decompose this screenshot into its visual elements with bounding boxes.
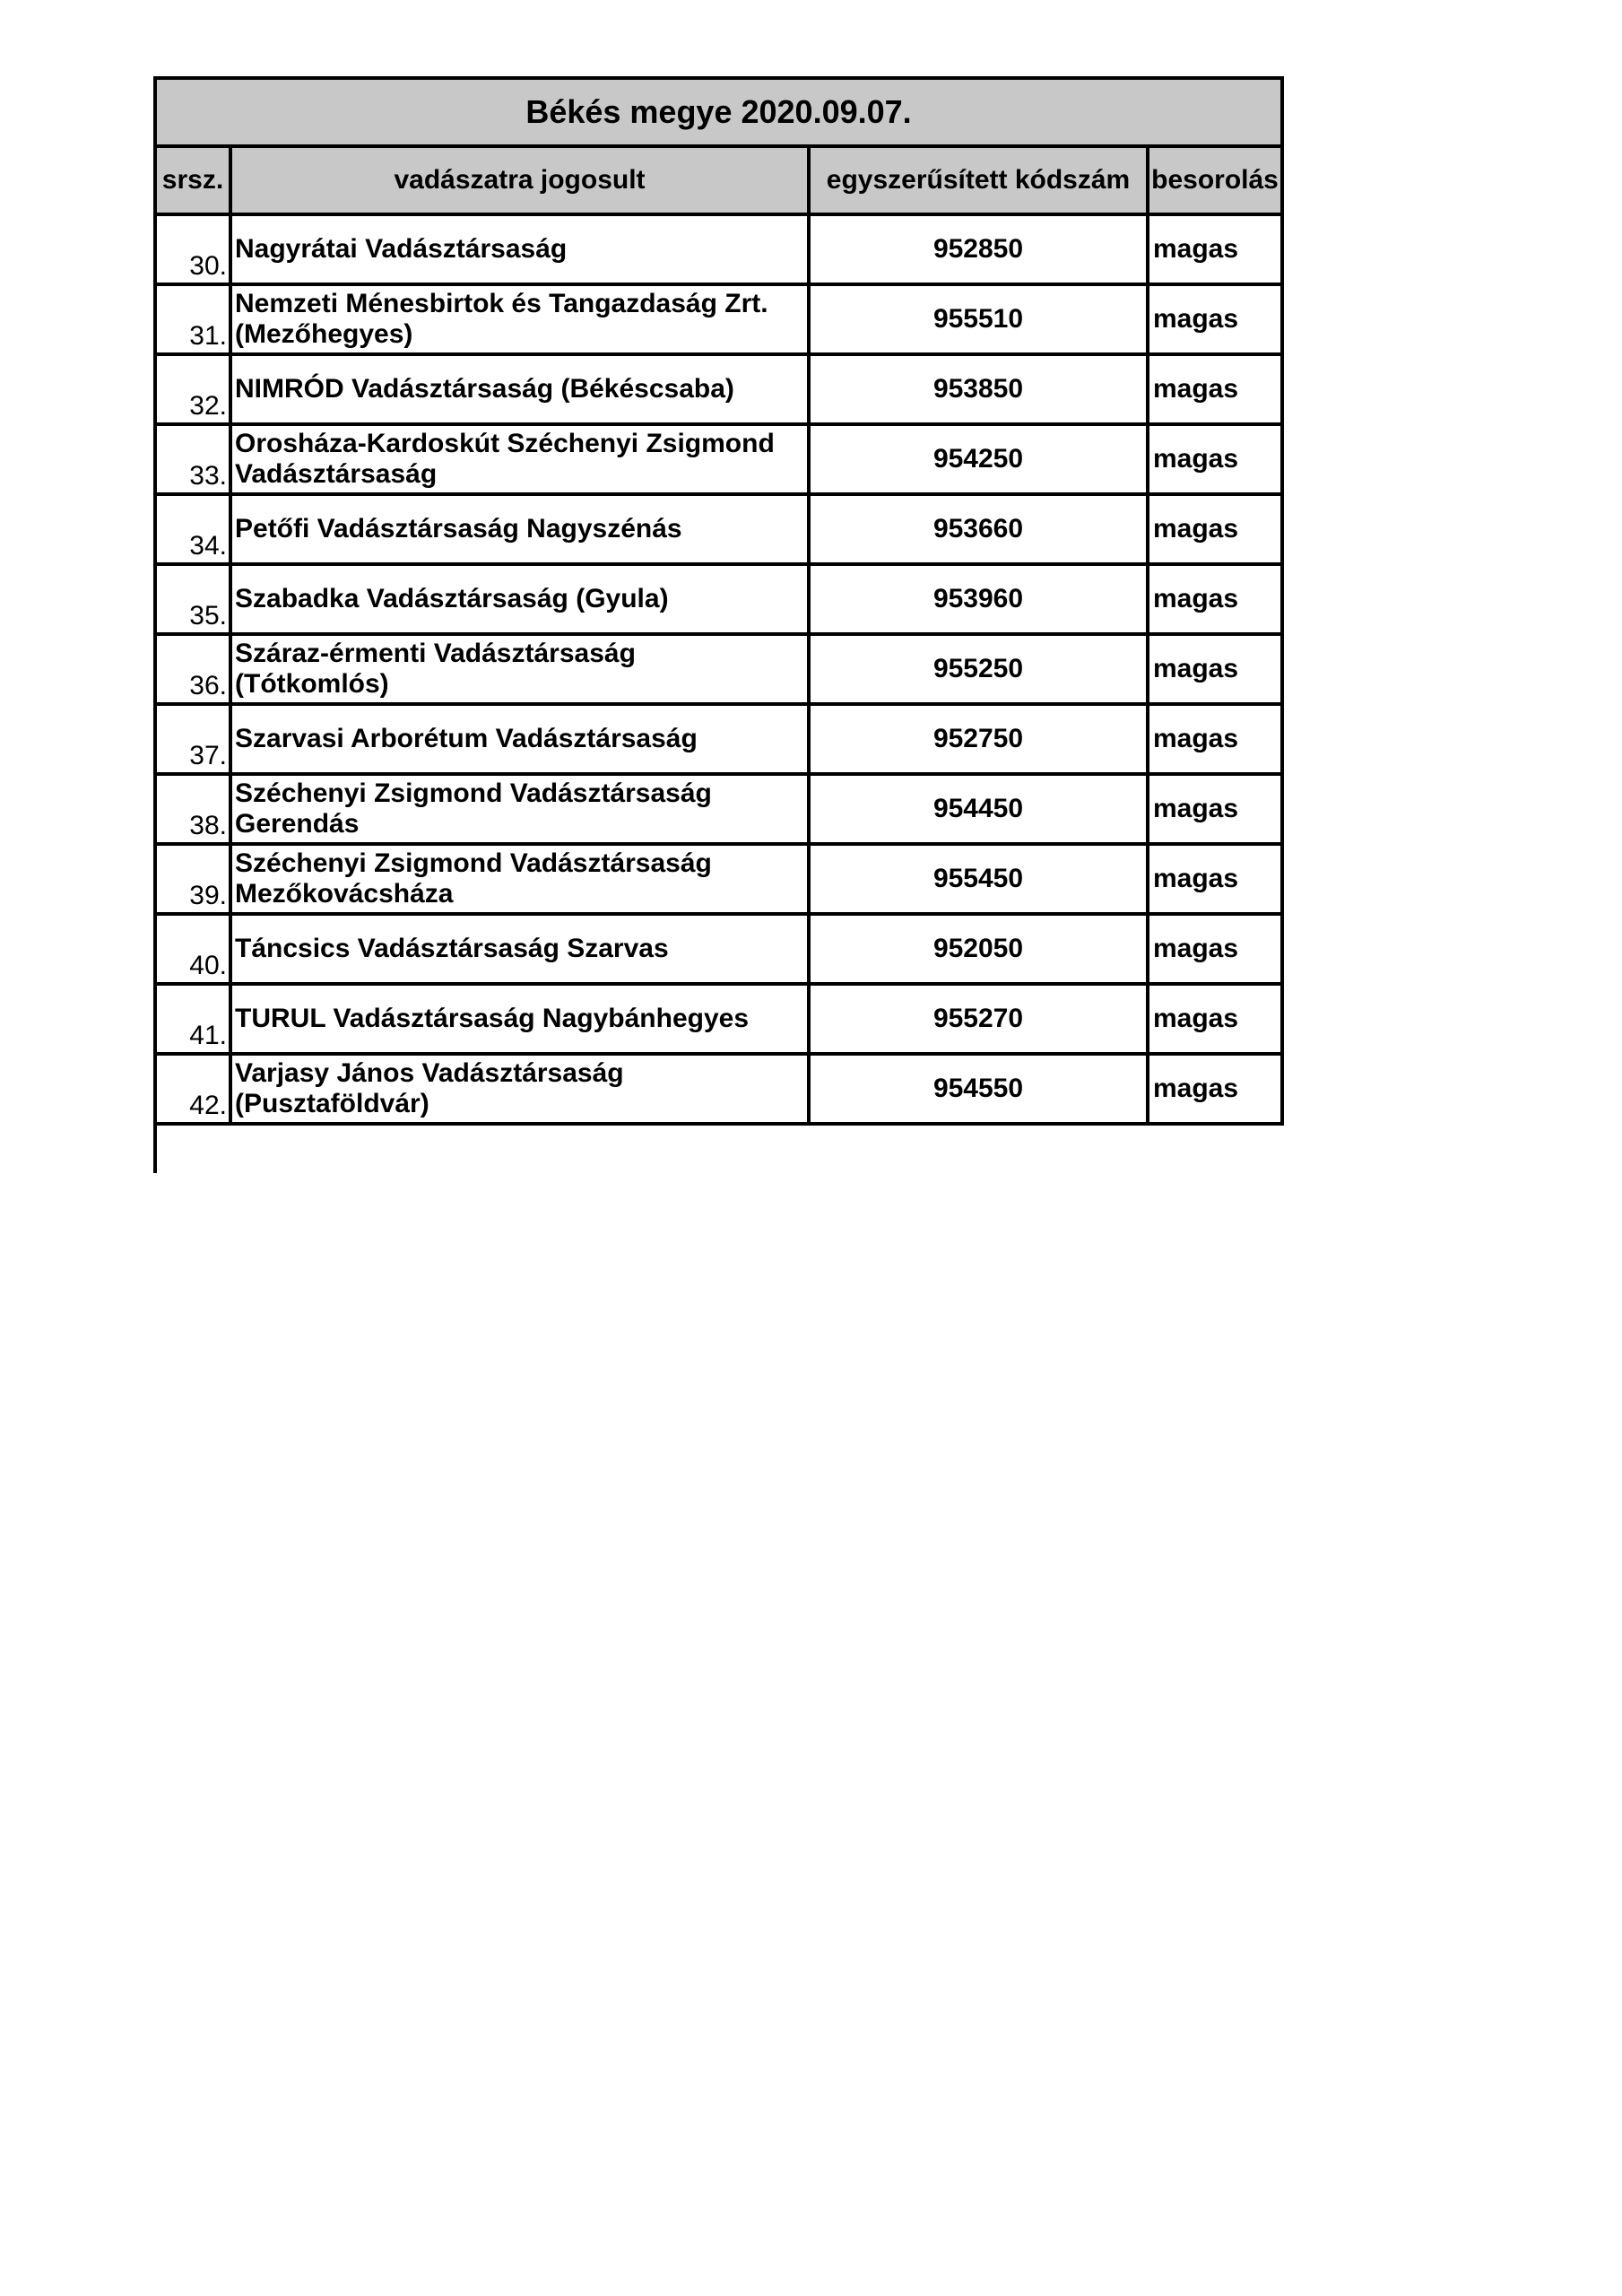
entitled-name-line2: (Mezőhegyes) (235, 319, 413, 349)
entitled-name (230, 704, 809, 774)
table-row (155, 634, 1282, 704)
simplified-code: 954250 (809, 424, 1148, 494)
simplified-code: 954550 (809, 1054, 1148, 1124)
table-row (155, 844, 1282, 914)
row-number: 41. (155, 984, 230, 1054)
classification: magas (1148, 284, 1282, 354)
entitled-name (230, 844, 809, 914)
classification: magas (1148, 1054, 1282, 1124)
classification: magas (1148, 984, 1282, 1054)
entitled-name-line2: (Pusztaföldvár) (235, 1089, 429, 1118)
simplified-code: 952050 (809, 914, 1148, 984)
entitled-name (230, 984, 809, 1054)
entitled-name (230, 424, 809, 494)
entitled-name-line1: Szabadka Vadásztársaság (Gyula) (235, 583, 669, 613)
table-row (155, 494, 1282, 564)
simplified-code: 955510 (809, 284, 1148, 354)
classification: magas (1148, 914, 1282, 984)
row-number: 31. (155, 284, 230, 354)
table-title: Békés megye 2020.09.07. (155, 78, 1282, 146)
table-left-border-tail (153, 1101, 157, 1173)
entitled-name (230, 774, 809, 844)
table-row (155, 354, 1282, 424)
row-number: 34. (155, 494, 230, 564)
table-row (155, 564, 1282, 634)
entitled-name-line1: Széchenyi Zsigmond Vadásztársaság (235, 848, 712, 878)
spreadsheet-page (153, 76, 1284, 1126)
entitled-name-line1: Varjasy János Vadásztársaság (235, 1057, 624, 1088)
row-number: 32. (155, 354, 230, 424)
row-number: 39. (155, 844, 230, 914)
table-row (155, 914, 1282, 984)
table-row (155, 284, 1282, 354)
row-number: 30. (155, 214, 230, 284)
entitled-name-line2: Gerendás (235, 809, 360, 839)
row-number: 33. (155, 424, 230, 494)
column-header-code: egyszerűsített kódszám (809, 146, 1148, 214)
classification: magas (1148, 354, 1282, 424)
entitled-name-line1: Széchenyi Zsigmond Vadásztársaság (235, 778, 712, 808)
classification: magas (1148, 704, 1282, 774)
entitled-name (230, 634, 809, 704)
entitled-name-line1: Szarvasi Arborétum Vadásztársaság (235, 723, 698, 753)
entitled-name-line1: Nemzeti Ménesbirtok és Tangazdaság Zrt. (235, 288, 768, 318)
entitled-name (230, 564, 809, 634)
entitled-name-line1: Száraz-érmenti Vadásztársaság (235, 638, 636, 668)
classification: magas (1148, 564, 1282, 634)
column-header-number: srsz. (155, 146, 230, 214)
simplified-code: 953660 (809, 494, 1148, 564)
classification: magas (1148, 424, 1282, 494)
simplified-code: 952750 (809, 704, 1148, 774)
entitled-name (230, 214, 809, 284)
table-row (155, 984, 1282, 1054)
entitled-name-line1: Orosháza-Kardoskút Széchenyi Zsigmond (235, 428, 775, 458)
row-number: 37. (155, 704, 230, 774)
hunting-rights-table (153, 76, 1284, 1126)
simplified-code: 954450 (809, 774, 1148, 844)
entitled-name-line2: Vadásztársaság (235, 459, 438, 489)
simplified-code: 955270 (809, 984, 1148, 1054)
row-number: 38. (155, 774, 230, 844)
simplified-code: 953960 (809, 564, 1148, 634)
entitled-name (230, 284, 809, 354)
entitled-name-line2: Mezőkovácsháza (235, 879, 454, 909)
table-row (155, 774, 1282, 844)
entitled-name (230, 354, 809, 424)
table-row (155, 1054, 1282, 1124)
simplified-code: 955450 (809, 844, 1148, 914)
entitled-name-line1: Petőfi Vadásztársaság Nagyszénás (235, 513, 682, 544)
entitled-name-line1: Nagyrátai Vadásztársaság (235, 233, 568, 264)
column-header-entitled: vadászatra jogosult (230, 146, 809, 214)
row-number: 40. (155, 914, 230, 984)
classification: magas (1148, 214, 1282, 284)
classification: magas (1148, 494, 1282, 564)
classification: magas (1148, 634, 1282, 704)
table-row (155, 704, 1282, 774)
row-number: 36. (155, 634, 230, 704)
entitled-name-line1: Táncsics Vadásztársaság Szarvas (235, 933, 669, 963)
table-row (155, 424, 1282, 494)
entitled-name-line1: NIMRÓD Vadásztársaság (Békéscsaba) (235, 373, 734, 404)
classification: magas (1148, 774, 1282, 844)
simplified-code: 952850 (809, 214, 1148, 284)
entitled-name (230, 1054, 809, 1124)
column-header-classification: besorolás (1148, 146, 1282, 214)
entitled-name-line1: TURUL Vadásztársaság Nagybánhegyes (235, 1003, 750, 1033)
entitled-name (230, 914, 809, 984)
entitled-name-line2: (Tótkomlós) (235, 669, 389, 699)
entitled-name (230, 494, 809, 564)
row-number: 42. (155, 1054, 230, 1124)
table-row (155, 214, 1282, 284)
simplified-code: 955250 (809, 634, 1148, 704)
row-number: 35. (155, 564, 230, 634)
simplified-code: 953850 (809, 354, 1148, 424)
classification: magas (1148, 844, 1282, 914)
